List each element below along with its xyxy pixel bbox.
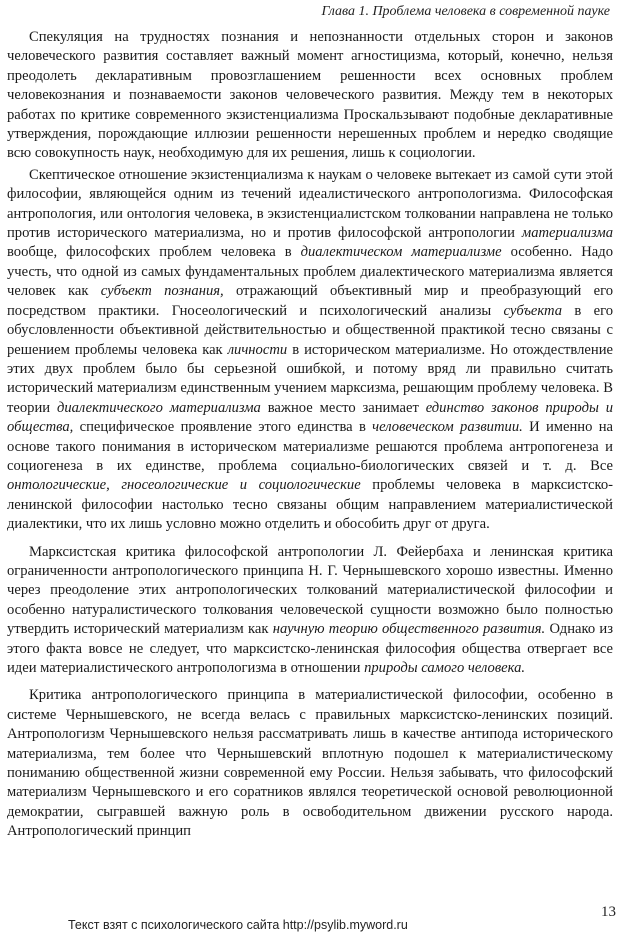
italic-run: природы самого человека.: [364, 660, 526, 676]
italic-run: единство законов природы и общества,: [7, 399, 614, 436]
text-run: проблемы человека в марксистско-ленинской философии настолько тесно связаны общим направлением материалистической диалектики, что их лишь условно можно отделить и обособить друг от друга.: [7, 477, 613, 533]
italic-run: диалектического материализма: [56, 399, 261, 416]
text-run: в его обусловленности объективной действительностью и общественной практикой тесно связаны с решением проблемы человека как: [7, 302, 613, 358]
source-footer: Текст взят с психологического сайта http://psylib.myword.ru: [68, 918, 408, 932]
text-run: в историческом материализме. Но отождествление этих двух проблем было бы серьезной ошибкой, и потому вряд ли правильно считать исторический материализм единственным учением марксизма, решающим проблему человека. В теории: [7, 341, 613, 416]
italic-run: личности: [227, 341, 288, 358]
italic-run: диалектическом материализме: [300, 244, 502, 261]
text-run: Критика антропологического принципа в материалистической философии, особенно в системе Чернышевского, не всегда велась с правильных марксистско-ленинских позиций. Антропологизм Чернышевского нельзя рассматривать лишь в качестве антипода исторического материализма, тем более что Чернышевский вплотную подошел к материалистическому пониманию общественной жизни современной ему России. Нельзя забывать, что философский материализм Чернышевского и его соратников являлся теоретической основой революционной демократии, сыгравшей важную роль в освободительном движении русского народа. Антропологический принцип: [7, 687, 613, 840]
paragraph-4: [7, 686, 613, 841]
running-header: Глава 1. Проблема человека в современной пауке: [321, 4, 610, 19]
paragraph-2: [7, 166, 613, 535]
paragraph-3: [7, 543, 613, 679]
page-body: [7, 28, 613, 842]
italic-run: человеческом развитии.: [372, 419, 523, 436]
page-number: 13: [601, 904, 616, 920]
text-run: И именно на основе такого понимания в историческом материализме решаются проблема антропогенеза и социогенеза в их единстве, проблема социально-биологических связей и т. д. Все: [7, 419, 613, 474]
italic-run: научную теорию общественного развития.: [272, 621, 546, 638]
text-run: Однако из этого факта вовсе не следует, что марксистско-ленинская философия общества отвергает все идеи материалистического антропологизма в отношении: [7, 621, 613, 676]
text-run: отражающий объективный мир и преобразующий его посредством практики. Гносеологический и психологический анализы: [7, 283, 613, 319]
italic-run: субъект познания,: [100, 283, 224, 300]
text-run: важное место занимает: [260, 399, 426, 416]
text-run: Марксистская критика философской антропологии Л. Фейербаха и ленинская критика ограниченности антропологического принципа Н. Г. Чернышевского хорошо известны. Именно через преодоление этих антропологических толкований материалистической философии и особенно натуралистического толкования человеческой сущности возможно было полностью утвердить исторический материализм как: [7, 543, 613, 638]
text-run: Скептическое отношение экзистенциализма к наукам о человеке вытекает из самой сути этой философии, являющейся одним из течений идеалистического антропологизма. Философская антропология, или онтология человека, в экзистенциалистском толковании направлена не только против исторического материализма, но и против философской антропологии: [7, 166, 613, 242]
italic-run: материализма: [521, 225, 613, 242]
text-run: особенно. Надо учесть, что одной из самых фундаментальных проблем диалектического материализма является человек как: [7, 244, 613, 300]
text-run: специфическое проявление этого единства в: [73, 419, 373, 436]
italic-run: онтологические, гносеологические и социологические: [7, 477, 361, 494]
italic-run: субъекта: [503, 302, 563, 319]
text-run: Спекуляция на трудностях познания и непознанности отдельных сторон и законов человеческого развития составляет важный момент агностицизма, который, конечно, нельзя преодолеть декларативным провозглашением решенности всех основных проблем человекознания и познаваемости законов человеческого развития. Между тем в некоторых работах по критике современного экзистенциализма Проскальзывают подобные декларативные утверждения, порождающие иллюзии решенности нерешенных проблем и нередко сводящие всю совокупность наук, необходимую для их решения, лишь к социологии.: [7, 29, 613, 162]
text-run: вообще, философских проблем человека в: [7, 244, 301, 261]
paragraph-1: [7, 28, 613, 164]
